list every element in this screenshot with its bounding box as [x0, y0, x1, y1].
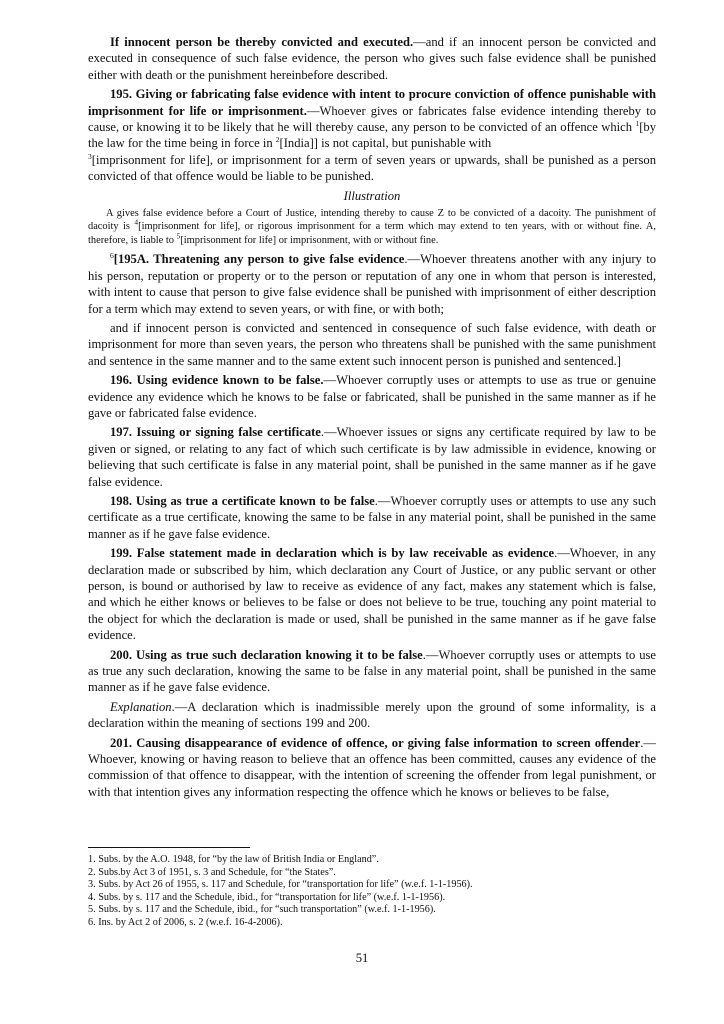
section-195: [88, 86, 656, 184]
footnote-5: 5. Subs. by s. 117 and the Schedule, ibid., for “such transportation” (w.e.f. 1-1-1956).: [88, 904, 436, 916]
section-heading: 198. Using as true a certificate known to be false: [110, 493, 375, 508]
illustration-title: Illustration: [343, 188, 401, 203]
section-heading: 196. Using evidence known to be false.: [110, 373, 324, 388]
section-text: —Whoever corruptly uses or attempts to use as true or genuine evidence any evidence which he knows to be false or fabricated, shall be punished in the same manner as if he gave or fabricated false evidence.: [88, 373, 656, 420]
section-200: [88, 647, 656, 696]
section-text: .—Whoever corruptly uses or attempts to use any such certificate as a true certificate, knowing the same to be false in any material point, shall be punished in the same manner as if he gave false evidence.: [88, 493, 656, 541]
section-196: [88, 372, 656, 421]
section-text: .—Whoever threatens another with any injury to his person, reputation or property or to the person or reputation of any one in whom that person is interested, with intent to cause that person to give false evidence shall be punished with imprisonment of either description for a term which may extend to seven years, or with fine, or with both;: [88, 252, 657, 316]
footnote-2: 2. Subs.by Act 3 of 1951, s. 3 and Schedule, for “the States”.: [88, 866, 336, 878]
section-197: [88, 424, 656, 490]
footnote-4: 4. Subs. by s. 117 and the Schedule, ibid., for “transportation for life” (w.e.f. 1-1-1956).: [88, 891, 446, 903]
section-201: [88, 735, 656, 801]
section-heading: 199. False statement made in declaration which is by law receivable as evidence: [110, 546, 555, 561]
section-text: .—Whoever issues or signs any certificate required by law to be given or signed, or relating to any fact of which such certificate is by law admissible in evidence, knowing or believing that such certificate is false in any material point, shall be punished in the same manner as if he gave false evidence.: [88, 425, 656, 489]
footnote-marker: 4: [134, 218, 139, 227]
footnote-3: 3. Subs. by Act 26 of 1955, s. 117 and Schedule, for “transportation for life” (w.e.f. 1-1-1956).: [88, 879, 473, 891]
section-198: [88, 493, 656, 542]
paragraph-text: —and if an innocent person be convicted and executed in consequence of such false evidence, the person who gives such false evidence shall be punished either with death or the punishment hereinbefore described.: [88, 35, 656, 82]
section-195a: [88, 251, 656, 317]
footnote-marker: 3: [88, 151, 92, 161]
explanation: [88, 699, 656, 732]
footnote-6: 6. Ins. by Act 2 of 2006, s. 2 (w.e.f. 16-4-2006).: [88, 916, 283, 928]
section-195a-continuation: and if innocent person is convicted and sentenced in consequence of such false evidence, with death or imprisonment for more than seven years, the person who threatens shall be punished with the same punishment and sentence in the same manner and to the same extent such innocent person is punished and sentenced.]: [88, 320, 656, 368]
illustration-text-part: [imprisonment for life], or rigorous imprisonment for a term which may extend to ten years, with or without fine. A, therefore, is liable to: [88, 221, 656, 246]
section-heading: [195A. Threatening any person to give false evidence: [113, 252, 405, 267]
paragraph-if-innocent-executed: [88, 34, 656, 83]
explanation-label: Explanation: [110, 699, 172, 714]
page-body: [88, 34, 656, 803]
footnote-marker: 2: [275, 135, 280, 145]
illustration-text-part: A gives false evidence before a Court of Justice, intending thereby to cause Z to be convicted of a dacoity. The punishment of dacoity is: [88, 208, 656, 233]
section-text: [imprisonment for life], or imprisonment for a term of seven years or upwards, shall be punished as a person convicted of that offence would be liable to be punished.: [88, 152, 656, 184]
section-heading: 195. Giving or fabricating false evidence with intent to procure conviction of offence punishable with imprisonment for life or imprisonment.: [88, 87, 656, 118]
explanation-text: .—A declaration which is inadmissible merely upon the ground of some informality, is a declaration within the meaning of sections 199 and 200.: [88, 699, 656, 731]
section-text: [by the law for the time being in force in: [88, 120, 656, 151]
footnote-marker: 5: [176, 231, 181, 241]
section-heading: 201. Causing disappearance of evidence of offence, or giving false information to screen offender: [110, 735, 641, 750]
section-heading: 197. Issuing or signing false certificate: [110, 425, 321, 440]
illustration-text: [88, 207, 656, 247]
page-number: 51: [355, 951, 369, 965]
footnote-marker: 6: [110, 251, 114, 261]
illustration-text-part: [imprisonment for life] or imprisonment, with or without fine.: [180, 234, 439, 246]
section-199: [88, 545, 656, 643]
section-text: [India]] is not capital, but punishable with: [279, 136, 492, 151]
footnotes: [88, 847, 656, 930]
footnote-divider: [88, 847, 250, 848]
paragraph-heading: If innocent person be thereby convicted and executed.: [110, 35, 414, 49]
section-text: .—Whoever, knowing or having reason to believe that an offence has been committed, causes any evidence of the commission of that offence to disappear, with the intention of screening the offender from legal punishment, or with that intention gives any information respecting the offence which he knows or believes to be false,: [88, 735, 656, 799]
footnote-marker: 1: [635, 118, 640, 128]
section-text: .—Whoever, in any declaration made or subscribed by him, which declaration any Court of Justice, or any public servant or other person, is bound or authorised by law to receive as evidence of any fact, makes any statement which is false, and which he either knows or believes to be false or does not believe to be true, touching any point material to the object for which the declaration is made or used, shall be punished in the same manner as if he gave false evidence.: [88, 546, 656, 643]
footnote-1: 1. Subs. by the A.O. 1948, for “by the law of British India or England”.: [88, 854, 379, 865]
section-heading: 200. Using as true such declaration knowing it to be false: [110, 647, 423, 662]
section-text: —Whoever gives or fabricates false evidence intending thereby to cause, or knowing it to be likely that he will thereby cause, any person to be convicted of an offence which: [88, 103, 656, 135]
section-text: .—Whoever corruptly uses or attempts to use as true any such declaration, knowing the same to be false in any material point, shall be punished in the same manner as if he gave false evidence.: [88, 647, 656, 695]
